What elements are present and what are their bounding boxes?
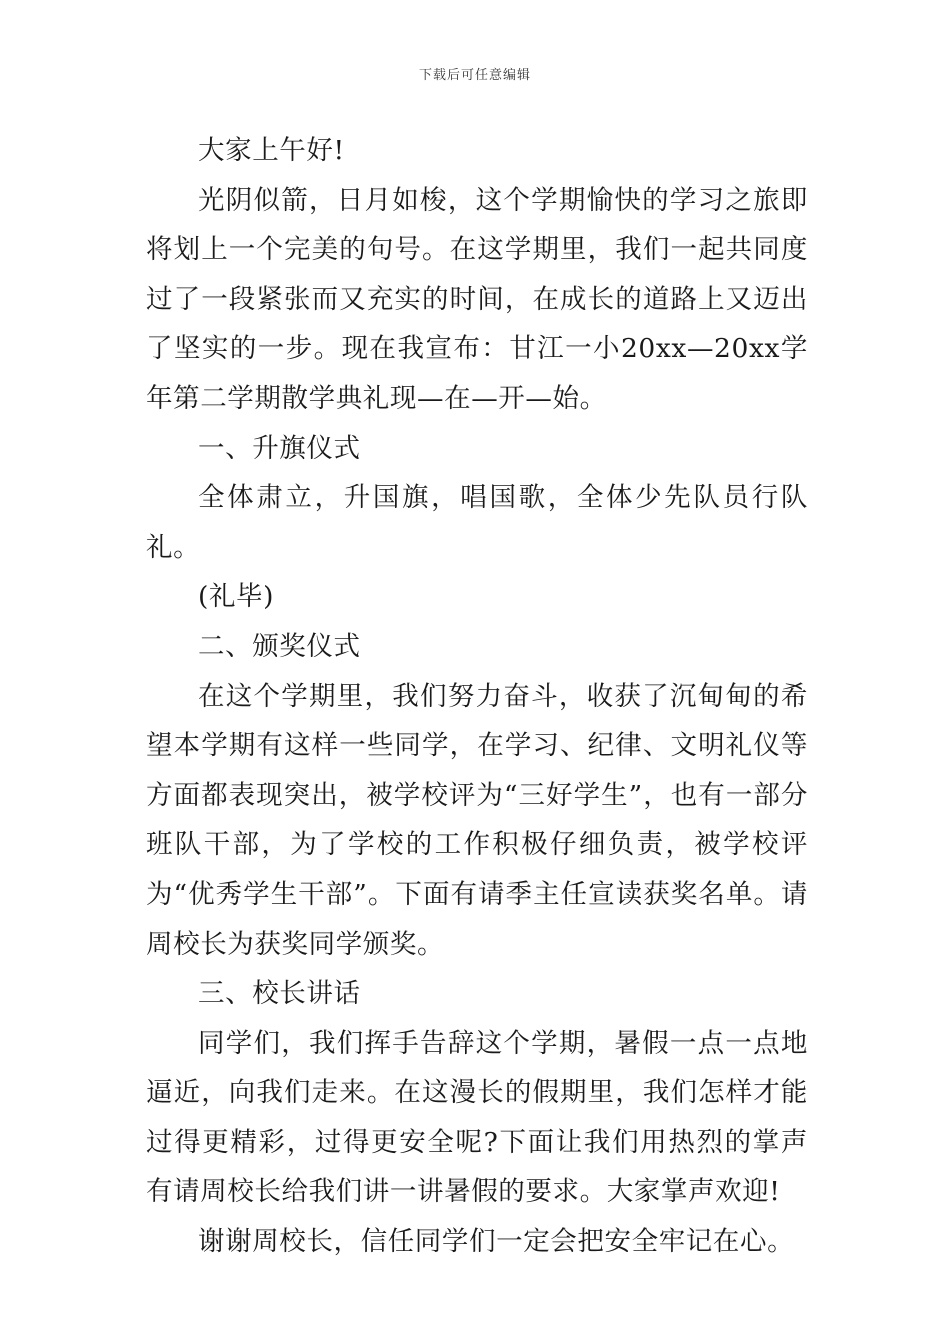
section-heading-principal-speech: 三、校长讲话 (198, 978, 361, 1010)
awards-paragraph: 在这个学期里，我们努力奋斗，收获了沉甸甸的希望本学期有这样一些同学，在学习、纪律、文明礼仪等方面都表现突出，被学校评为“三好学生”，也有一部分班队干部，为了学校的工作积极仔细负责，被学校评为“优秀学生干部”。下面有请季主任宣读获奖名单。请周校长为获奖同学颁奖。 (146, 680, 808, 960)
greeting-paragraph: 大家上午好! (198, 135, 345, 166)
section-heading-flag-raising: 一、升旗仪式 (198, 432, 361, 464)
section-heading-awards: 二、颁奖仪式 (198, 630, 361, 662)
flag-raising-paragraph: 全体肃立，升国旗，唱国歌，全体少先队员行队礼。 (146, 482, 808, 563)
page-header-note: 下载后可任意编辑 (418, 68, 531, 83)
salute-end-paragraph: (礼毕) (198, 581, 275, 613)
closing-thanks-paragraph: 谢谢周校长，信任同学们一定会把安全牢记在心。 (198, 1226, 795, 1258)
opening-paragraph: 光阴似箭，日月如梭，这个学期愉快的学习之旅即将划上一个完美的句号。在这学期里，我们一起共同度过了一段紧张而又充实的时间，在成长的道路上又迈出了坚实的一步。现在我宣布：甘江一小20xx—20xx学年第二学期散学典礼现—在—开—始。 (146, 184, 808, 414)
principal-intro-paragraph: 同学们，我们挥手告辞这个学期，暑假一点一点地逼近，向我们走来。在这漫长的假期里，我们怎样才能过得更精彩，过得更安全呢?下面让我们用热烈的掌声有请周校长给我们讲一讲暑假的要求。大家掌声欢迎! (146, 1027, 808, 1208)
document-body (146, 126, 808, 1267)
